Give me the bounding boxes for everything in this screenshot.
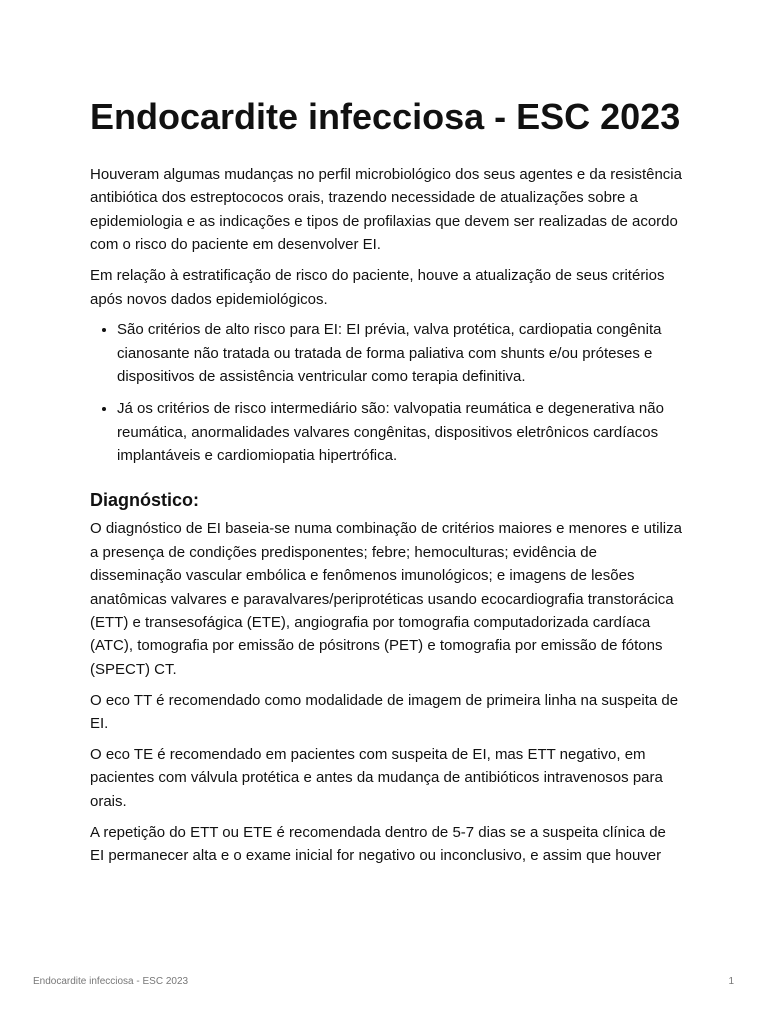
list-item: • Já os critérios de risco intermediário são: valvopatia reumática e degenerativa não reumática, anormalidades valvares congênitas, dispositivos eletrônicos cardíacos implantáveis e cardiomiopatia hipertrófica. xyxy=(117,397,682,467)
section-heading-diagnosis: Diagnóstico: xyxy=(90,490,200,511)
footer-page-number: 1 xyxy=(728,976,734,987)
diagnosis-paragraph: O eco TE é recomendado em pacientes com suspeita de EI, mas ETT negativo, em pacientes com válvula protética e antes da mudança de antibióticos intravenosos para orais. xyxy=(90,746,663,810)
footer-document-title: Endocardite infecciosa - ESC 2023 xyxy=(33,976,189,987)
risk-criteria-list xyxy=(90,318,682,467)
list-item: • São critérios de alto risco para EI: EI prévia, valva protética, cardiopatia congênita cianosante não tratada ou tratada de forma paliativa com shunts e/ou próteses e dispositivos de assistência ventricular como terapia definitiva. xyxy=(117,318,682,388)
diagnosis-paragraph: O eco TT é recomendado como modalidade de imagem de primeira linha na suspeita de EI. xyxy=(90,691,679,733)
page-title: Endocardite infecciosa - ESC 2023 xyxy=(90,96,681,137)
diagnosis-paragraph: O diagnóstico de EI baseia-se numa combinação de critérios maiores e menores e utiliza a presença de condições predisponentes; febre; hemoculturas; evidência de disseminação vascular embólica e fenômenos imunológicos; e imagens de lesões anatômicas valvares e paravalvares/periprotéticas usando ecocardiografia transtorácica (ETT) e transesofágica (ETE), angiografia por tomografia computadorizada cardíaca (ATC), tomografia por emissão de pósitrons (PET) e tomografia por emissão de fótons (SPECT) CT. xyxy=(90,520,682,678)
diagnosis-paragraph: A repetição do ETT ou ETE é recomendada dentro de 5-7 dias se a suspeita clínica de EI permanecer alta e o exame inicial for negativo ou inconclusivo, e assim que houver xyxy=(90,823,666,865)
page-content xyxy=(90,94,682,875)
intro-paragraph: Em relação à estratificação de risco do paciente, houve a atualização de seus critérios após novos dados epidemiológicos. xyxy=(90,267,665,308)
intro-paragraph: Houveram algumas mudanças no perfil microbiológico dos seus agentes e da resistência antibiótica dos estreptococos orais, trazendo necessidade de atualizações sobre a epidemiologia e as indicações e tipos de profilaxias que devem ser realizadas de acordo com o risco do paciente em desenvolver EI. xyxy=(90,166,682,254)
